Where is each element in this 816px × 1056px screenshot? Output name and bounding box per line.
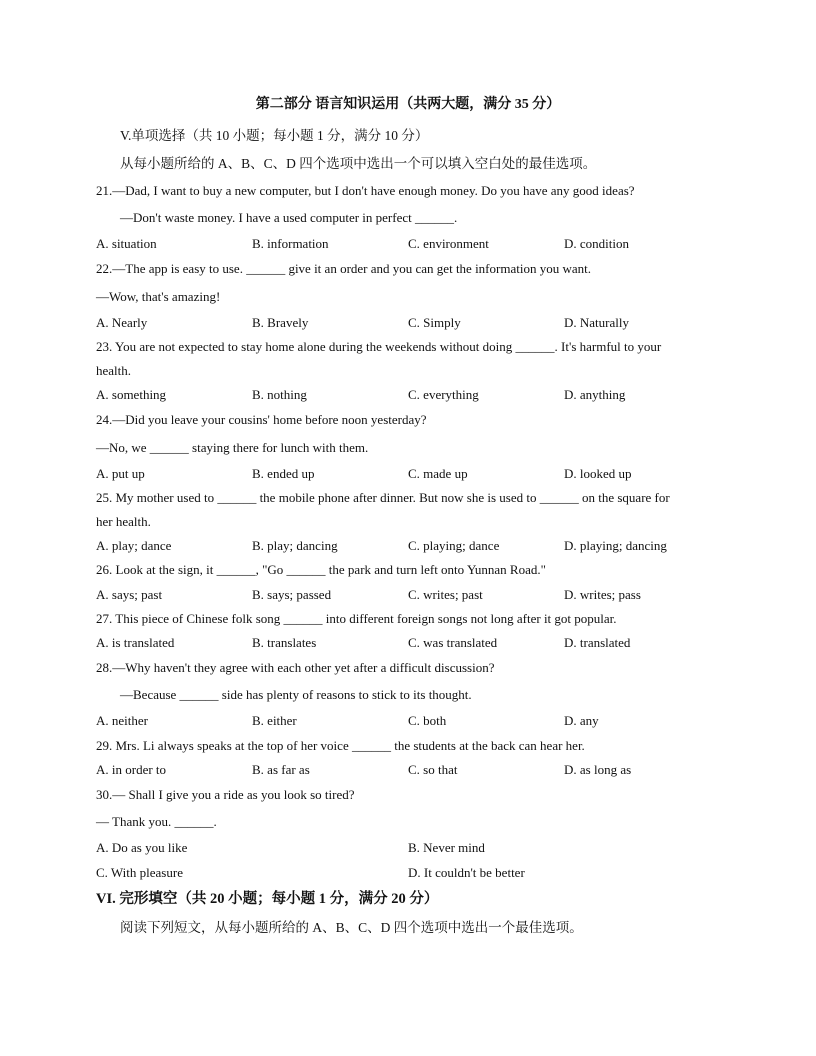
question-21-option-c: C. environment — [408, 236, 489, 251]
question-29-option-b: B. as far as — [252, 762, 310, 777]
question-24-option-c: C. made up — [408, 466, 468, 481]
question-23-option-c: C. everything — [408, 387, 479, 402]
question-23-option-b: B. nothing — [252, 387, 307, 402]
section-6-heading: VI. 完形填空（共 20 小题；每小题 1 分，满分 20 分） — [96, 891, 439, 907]
question-21-line-1: 21.—Dad, I want to buy a new computer, but I don't have enough money. Do you have any good ideas? — [96, 183, 635, 198]
question-25-line-1: 25. My mother used to ______ the mobile phone after dinner. But now she is used to ______ on the square for — [96, 490, 670, 505]
question-21-line-2: —Don't waste money. I have a used computer in perfect ______. — [120, 210, 458, 225]
question-25-option-a: A. play; dance — [96, 538, 172, 553]
question-25-option-c: C. playing; dance — [408, 538, 500, 553]
question-25-option-b: B. play; dancing — [252, 538, 338, 553]
question-23-option-a: A. something — [96, 387, 167, 402]
question-23-line-2: health. — [96, 363, 132, 378]
question-29-option-a: A. in order to — [96, 762, 167, 777]
question-28-option-d: D. any — [564, 713, 599, 728]
section-5-heading: V.单项选择（共 10 小题；每小题 1 分，满分 10 分） — [120, 128, 429, 143]
question-26-line-1: 26. Look at the sign, it ______, "Go ______ the park and turn left onto Yunnan Road." — [96, 562, 546, 577]
question-27-line-1: 27. This piece of Chinese folk song ______ into different foreign songs not long after it got popular. — [96, 611, 617, 626]
question-27-option-c: C. was translated — [408, 635, 498, 650]
question-29-option-c: C. so that — [408, 762, 458, 777]
question-21-option-b: B. information — [252, 236, 329, 251]
question-22-option-a: A. Nearly — [96, 315, 148, 330]
question-29-line-1: 29. Mrs. Li always speaks at the top of her voice ______ the students at the back can hear her. — [96, 738, 585, 753]
section-6-instruction: 阅读下列短文，从每小题所给的 A、B、C、D 四个选项中选出一个最佳选项。 — [120, 920, 583, 935]
part-title: 第二部分 语言知识运用（共两大题，满分 35 分） — [255, 97, 561, 112]
question-21-option-a: A. situation — [96, 236, 157, 251]
question-23-option-d: D. anything — [564, 387, 626, 402]
question-30-option-b: B. Never mind — [408, 840, 485, 855]
question-27-option-b: B. translates — [252, 635, 317, 650]
question-26-option-d: D. writes; pass — [564, 587, 641, 602]
question-30-option-a: A. Do as you like — [96, 840, 188, 855]
question-28-option-c: C. both — [408, 713, 447, 728]
question-30-option-d: D. It couldn't be better — [408, 865, 525, 880]
question-29-option-d: D. as long as — [564, 762, 632, 777]
question-30-option-c: C. With pleasure — [96, 865, 183, 880]
section-5-instruction: 从每小题所给的 A、B、C、D 四个选项中选出一个可以填入空白处的最佳选项。 — [120, 156, 597, 171]
question-22-line-2: —Wow, that's amazing! — [96, 289, 221, 304]
question-30-line-1: 30.— Shall I give you a ride as you look so tired? — [96, 787, 355, 802]
question-24-option-d: D. looked up — [564, 466, 632, 481]
question-25-line-2: her health. — [96, 514, 151, 529]
question-24-option-a: A. put up — [96, 466, 145, 481]
question-30-line-2: — Thank you. ______. — [96, 814, 217, 829]
question-26-option-b: B. says; passed — [252, 587, 332, 602]
question-26-option-c: C. writes; past — [408, 587, 483, 602]
question-24-option-b: B. ended up — [252, 466, 315, 481]
question-21-option-d: D. condition — [564, 236, 629, 251]
question-22-option-d: D. Naturally — [564, 315, 629, 330]
question-23-line-1: 23. You are not expected to stay home alone during the weekends without doing ______. It's harmful to your — [96, 339, 662, 354]
question-22-option-b: B. Bravely — [252, 315, 309, 330]
question-28-option-b: B. either — [252, 713, 297, 728]
question-22-line-1: 22.—The app is easy to use. ______ give it an order and you can get the information you want. — [96, 261, 591, 276]
question-27-option-a: A. is translated — [96, 635, 175, 650]
question-28-line-2: —Because ______ side has plenty of reasons to stick to its thought. — [120, 687, 472, 702]
question-26-option-a: A. says; past — [96, 587, 163, 602]
question-27-option-d: D. translated — [564, 635, 631, 650]
question-24-line-2: —No, we ______ staying there for lunch with them. — [96, 440, 369, 455]
question-22-option-c: C. Simply — [408, 315, 461, 330]
question-28-option-a: A. neither — [96, 713, 148, 728]
question-24-line-1: 24.—Did you leave your cousins' home before noon yesterday? — [96, 412, 427, 427]
question-28-line-1: 28.—Why haven't they agree with each other yet after a difficult discussion? — [96, 660, 495, 675]
question-25-option-d: D. playing; dancing — [564, 538, 667, 553]
